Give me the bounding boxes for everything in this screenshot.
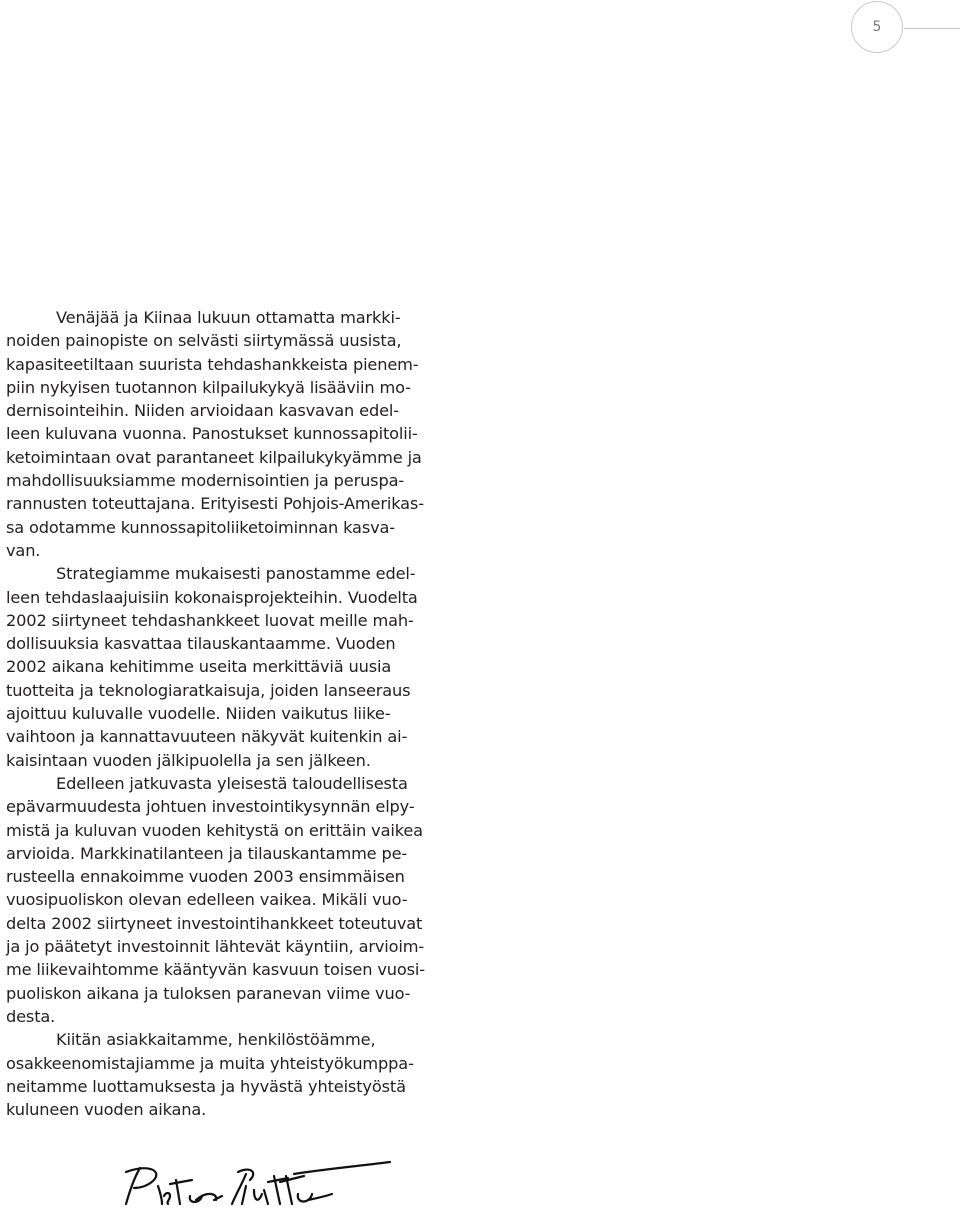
text-line: dollisuuksia kasvattaa tilauskantaamme. Vuoden [6, 634, 396, 654]
text-line: ja jo päätetyt investoinnit lähtevät käyntiin, arvioim- [6, 937, 425, 957]
text-line: dernisointeihin. Niiden arvioidaan kasvavan edel- [6, 401, 399, 421]
text-line: leen kuluvana vuonna. Panostukset kunnossapitolii- [6, 424, 418, 444]
text-line: mistä ja kuluvan vuoden kehitystä on erittäin vaikea [6, 820, 423, 840]
text-line: me liikevaihtomme kääntyvän kasvuun toisen vuosi- [6, 960, 425, 980]
text-line: puoliskon aikana ja tuloksen paranevan viime vuo- [6, 983, 411, 1003]
text-line: van. [6, 540, 41, 560]
text-line: delta 2002 siirtyneet investointihankkeet toteutuvat [6, 913, 423, 933]
signature [118, 1160, 398, 1208]
text-line: epävarmuudesta johtuen investointikysynnän elpy- [6, 797, 415, 817]
text-line: Venäjää ja Kiinaa lukuun ottamatta markki- [56, 308, 401, 327]
text-line: ketoimintaan ovat parantaneet kilpailukykyämme ja [6, 447, 422, 467]
text-line: 2002 aikana kehitimme useita merkittäviä uusia [6, 657, 392, 677]
page-number-badge [851, 1, 903, 53]
text-line: rannusten toteuttajana. Erityisesti Pohjois-Amerikas- [6, 494, 424, 514]
text-line: arvioida. Markkinatilanteen ja tilauskantamme pe- [6, 843, 408, 863]
text-line: leen tehdaslaajuisiin kokonaisprojekteihin. Vuodelta [6, 587, 418, 607]
text-line: 2002 siirtyneet tehdashankkeet luovat meille mah- [6, 610, 414, 630]
page-number: 5 [872, 19, 882, 35]
text-line: Kiitän asiakkaitamme, henkilöstöämme, [56, 1030, 376, 1050]
text-line: sa odotamme kunnossapitoliiketoiminnan kasva- [6, 517, 395, 537]
text-line: kaisintaan vuoden jälkipuolella ja sen jälkeen. [6, 750, 371, 770]
text-line: vaihtoon ja kannattavuuteen näkyvät kuitenkin ai- [6, 727, 408, 747]
text-line: kapasiteetiltaan suurista tehdashankkeista pienem- [6, 354, 419, 374]
text-line: kuluneen vuoden aikana. [6, 1100, 207, 1120]
text-line: vuosipuoliskon olevan edelleen vaikea. Mikäli vuo- [6, 890, 408, 910]
text-line: noiden painopiste on selvästi siirtymässä uusista, [6, 331, 402, 351]
text-line: neitamme luottamuksesta ja hyvästä yhteistyöstä [6, 1076, 406, 1096]
text-line: piin nykyisen tuotannon kilpailukykyä lisääviin mo- [6, 377, 411, 397]
body-text [6, 306, 424, 1121]
text-line: tuotteita ja teknologiaratkaisuja, joiden lanseeraus [6, 680, 411, 700]
text-line: mahdollisuuksiamme modernisointien ja peruspa- [6, 471, 405, 491]
text-line: osakkeenomistajiamme ja muita yhteistyökumppa- [6, 1053, 414, 1073]
text-line: Strategiamme mukaisesti panostamme edel- [56, 564, 416, 584]
header-rule [904, 28, 960, 29]
text-line: Edelleen jatkuvasta yleisestä taloudellisesta [56, 773, 408, 793]
text-line: desta. [6, 1006, 56, 1026]
text-line: ajoittuu kuluvalle vuodelle. Niiden vaikutus liike- [6, 704, 391, 724]
text-line: rusteella ennakoimme vuoden 2003 ensimmäisen [6, 867, 405, 887]
